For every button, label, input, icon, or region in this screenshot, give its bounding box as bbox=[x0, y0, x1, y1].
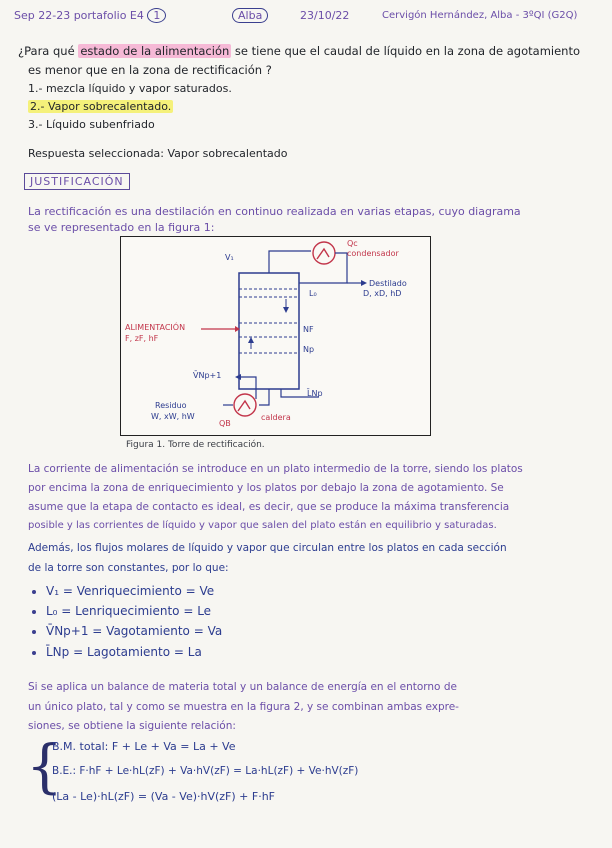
question-text-pre: ¿Para qué bbox=[18, 44, 79, 58]
bullet-dot bbox=[32, 651, 36, 655]
label-alimentacion: ALIMENTACIÓN bbox=[125, 323, 186, 332]
header-student: Cervigón Hernández, Alba - 3ºQI (G2Q) bbox=[382, 10, 578, 21]
equation-brace: { bbox=[26, 732, 63, 800]
option-2-highlight: 2.- Vapor sobrecalentado. bbox=[30, 100, 172, 113]
header-badge bbox=[232, 8, 268, 23]
bullet-3 bbox=[32, 624, 222, 638]
equation-result: (La - Le)·hL(zF) = (Va - Ve)·hV(zF) + F·hF bbox=[52, 790, 276, 803]
label-residuo-vars: W, xW, hW bbox=[151, 412, 195, 421]
bullet-text: L₀ = Lenriquecimiento = Le bbox=[46, 604, 212, 618]
para1-line-2: por encima la zona de enriquecimiento y los platos por debajo la zona de agotamiento. Se bbox=[28, 482, 504, 494]
para1-line-1: La corriente de alimentación se introduce en un plato intermedio de la torre, siendo los platos bbox=[28, 463, 523, 475]
column-shell bbox=[239, 273, 299, 389]
bullet-4 bbox=[32, 645, 202, 659]
para2-line-2: de la torre son constantes, por lo que: bbox=[28, 562, 229, 574]
label-qb: QB bbox=[219, 419, 231, 428]
label-l0: L₀ bbox=[309, 289, 317, 298]
highlighted-term: estado de la alimentación bbox=[80, 44, 230, 58]
option-1: 1.- mezcla líquido y vapor saturados. bbox=[28, 82, 232, 95]
label-residuo: Residuo bbox=[155, 401, 187, 410]
question-line-1 bbox=[18, 44, 580, 58]
reboiler-icon bbox=[234, 394, 256, 416]
equation-be: B.E.: F·hF + Le·hL(zF) + Va·hV(zF) = La·hL(zF) + Ve·hV(zF) bbox=[52, 765, 359, 777]
para3-line-3: siones, se obtiene la siguiente relación: bbox=[28, 720, 236, 732]
question-line-2: es menor que en la zona de rectificación ? bbox=[28, 63, 272, 77]
label-alimentacion-vars: F, zF, hF bbox=[125, 334, 159, 343]
condenser-icon bbox=[313, 242, 335, 264]
label-destilado: Destilado bbox=[369, 279, 407, 288]
label-lnp: L̄Np bbox=[307, 389, 323, 398]
header-course bbox=[14, 8, 166, 23]
label-np: Np bbox=[303, 345, 315, 354]
label-caldera: caldera bbox=[261, 413, 291, 422]
label-qc: Qc bbox=[347, 239, 358, 248]
bullet-dot bbox=[32, 590, 36, 594]
bullet-text: V₁ = Venriquecimiento = Ve bbox=[46, 584, 215, 598]
bullet-dot bbox=[32, 610, 36, 614]
option-3: 3.- Líquido subenfriado bbox=[28, 118, 155, 131]
equation-bm: B.M. total: F + Le + Va = La + Ve bbox=[52, 740, 236, 753]
para1-line-4: posible y las corrientes de líquido y vapor que salen del plato están en equilibrio y saturadas. bbox=[28, 520, 497, 531]
label-condensador: condensador bbox=[347, 249, 399, 258]
selected-answer: Respuesta seleccionada: Vapor sobrecalentado bbox=[28, 147, 288, 160]
intro-line-1: La rectificación es una destilación en continuo realizada en varias etapas, cuyo diagrama bbox=[28, 205, 521, 218]
bullet-dot bbox=[32, 630, 36, 634]
label-destilado-vars: D, xD, hD bbox=[363, 289, 402, 298]
bullet-2 bbox=[32, 604, 211, 618]
distillation-figure bbox=[120, 236, 431, 436]
header-date: 23/10/22 bbox=[300, 9, 350, 22]
para3-line-1: Si se aplica un balance de materia total y un balance de energía en el entorno de bbox=[28, 681, 457, 693]
page-number: 1 bbox=[147, 8, 166, 23]
author-badge: Alba bbox=[232, 8, 268, 23]
label-vnp1: V̄Np+1 bbox=[193, 371, 222, 380]
section-title: JUSTIFICACIÓN bbox=[24, 173, 130, 190]
intro-line-2: se ve representado en la figura 1: bbox=[28, 221, 215, 234]
para1-line-3: asume que la etapa de contacto es ideal, es decir, que se produce la máxima transferencia bbox=[28, 501, 510, 513]
question-text-post: se tiene que el caudal de líquido en la zona de agotamiento bbox=[231, 44, 581, 58]
para3-line-2: un único plato, tal y como se muestra en la figura 2, y se combinan ambas expre- bbox=[28, 701, 459, 713]
label-v1: V₁ bbox=[225, 253, 234, 262]
bullet-text: L̄Np = Lagotamiento = La bbox=[46, 645, 202, 659]
para2-line-1: Además, los flujos molares de líquido y vapor que circulan entre los platos en cada sección bbox=[28, 542, 507, 554]
figure-caption: Figura 1. Torre de rectificación. bbox=[126, 440, 265, 450]
course-label: Sep 22-23 portafolio E4 bbox=[14, 9, 144, 22]
bullet-1 bbox=[32, 584, 214, 598]
option-2 bbox=[28, 100, 173, 114]
label-nf: NF bbox=[303, 325, 314, 334]
bullet-text: V̄Np+1 = Vagotamiento = Va bbox=[46, 624, 223, 638]
